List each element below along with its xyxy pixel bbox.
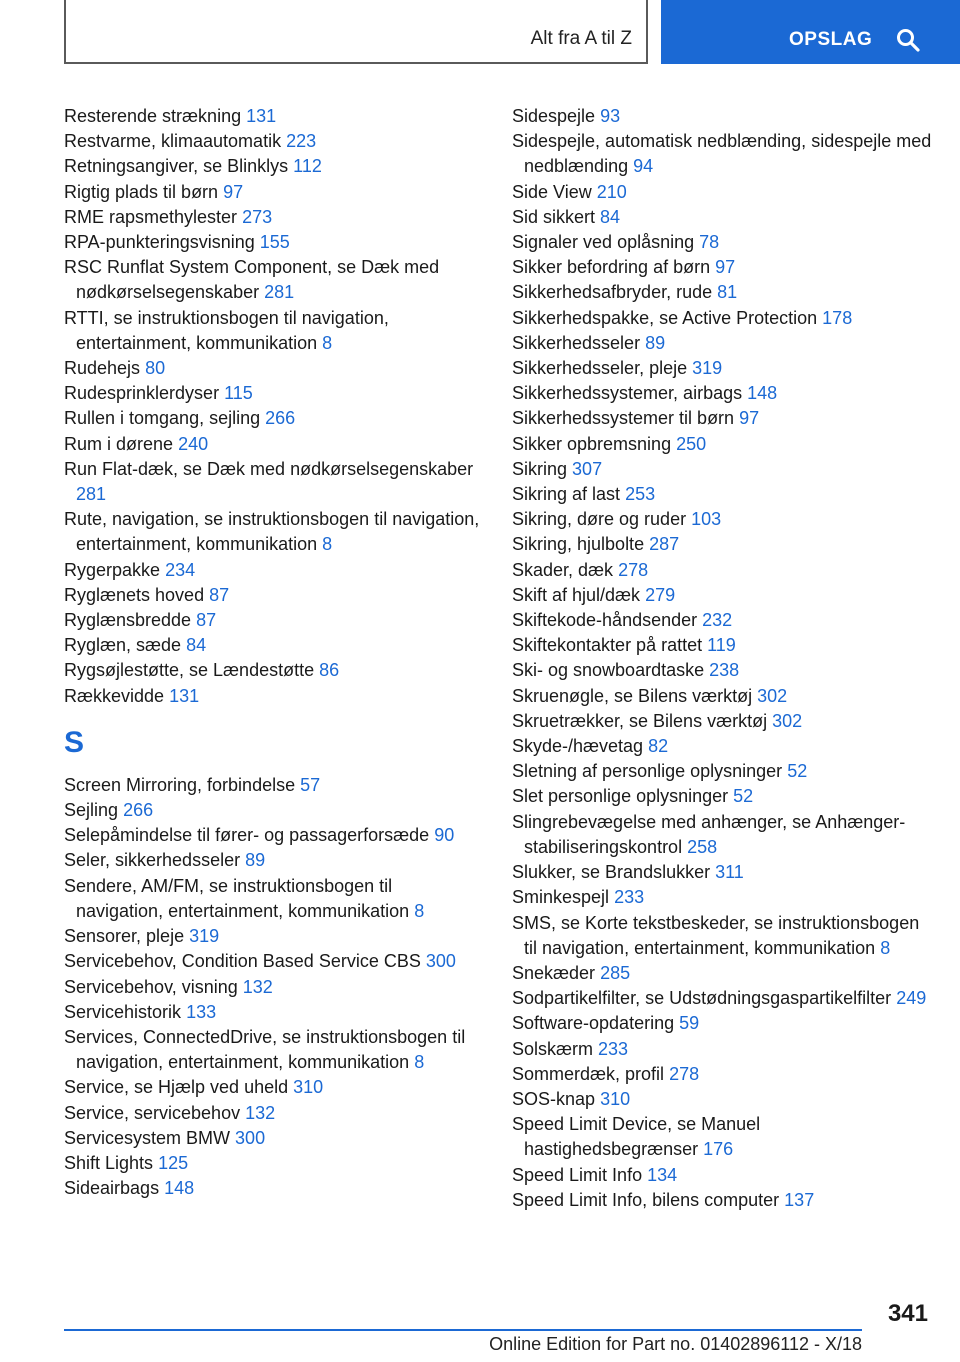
index-page-link[interactable]: 233 bbox=[598, 1038, 629, 1059]
index-page-link[interactable]: 52 bbox=[733, 786, 754, 807]
index-page-link[interactable]: 234 bbox=[165, 559, 196, 580]
index-entry bbox=[512, 986, 932, 1011]
index-page-link[interactable]: 78 bbox=[699, 232, 720, 253]
index-entry bbox=[512, 381, 932, 406]
index-entry bbox=[64, 1075, 484, 1100]
index-entry-text: Skruetrækker, se Bilens værktøj bbox=[512, 710, 768, 731]
index-page-link[interactable]: 112 bbox=[293, 156, 322, 177]
index-entry bbox=[64, 104, 484, 129]
index-entry bbox=[64, 558, 484, 583]
index-entry bbox=[64, 1025, 484, 1075]
index-entry bbox=[512, 1011, 932, 1036]
index-entry bbox=[512, 205, 932, 230]
index-entry-text: Sensorer, pleje bbox=[64, 926, 185, 947]
index-entry bbox=[512, 860, 932, 885]
index-entry bbox=[512, 709, 932, 734]
index-page-link[interactable]: 133 bbox=[186, 1001, 217, 1022]
index-entry bbox=[64, 949, 484, 974]
index-entry bbox=[512, 482, 932, 507]
index-page-link[interactable]: 258 bbox=[687, 836, 718, 857]
index-entry-text: Sikker befordring af børn bbox=[512, 257, 711, 278]
index-entry-text: RTTI, se instruktionsbogen til navigation, entertainment, kommunikation bbox=[64, 307, 389, 353]
index-entry bbox=[64, 684, 484, 709]
index-entry-text: Sid sikkert bbox=[512, 206, 596, 227]
index-entry bbox=[512, 129, 932, 179]
index-entry bbox=[64, 633, 484, 658]
index-page-link[interactable]: 81 bbox=[717, 282, 738, 303]
index-page-link[interactable]: 273 bbox=[242, 206, 273, 227]
section-letter: S bbox=[64, 725, 85, 759]
index-page-link[interactable]: 266 bbox=[123, 800, 154, 821]
index-page-link[interactable]: 94 bbox=[633, 156, 654, 177]
index-page-link[interactable]: 82 bbox=[648, 736, 669, 757]
index-entry bbox=[512, 457, 932, 482]
index-entry bbox=[512, 759, 932, 784]
index-entry-text: Ryglæn, sæde bbox=[64, 635, 182, 656]
index-page-link[interactable]: 223 bbox=[286, 131, 317, 152]
index-entry bbox=[512, 230, 932, 255]
index-entry-text: Side View bbox=[512, 181, 592, 202]
index-page-link[interactable]: 240 bbox=[178, 433, 209, 454]
index-entry-text: Skiftekontakter på rattet bbox=[512, 635, 703, 656]
index-entry-text: Seler, sikkerhedsseler bbox=[64, 850, 241, 871]
index-page-link[interactable]: 279 bbox=[645, 584, 676, 605]
index-entry bbox=[64, 356, 484, 381]
index-entry-text: SMS, se Korte tekstbeskeder, se instruktionsbogen til navigation, entertainment, kommunikation bbox=[512, 912, 920, 958]
index-page-link[interactable]: 232 bbox=[702, 610, 733, 631]
index-entry-text: Restvarme, klimaautomatik bbox=[64, 131, 282, 152]
index-entry bbox=[64, 1176, 484, 1201]
index-entry bbox=[512, 1188, 932, 1213]
index-entry-text: Rudehejs bbox=[64, 358, 141, 379]
index-entry bbox=[512, 784, 932, 809]
index-page-link[interactable]: 250 bbox=[676, 433, 707, 454]
index-entry-text: Services, ConnectedDrive, se instruktionsbogen til navigation, entertainment, kommunikation bbox=[64, 1026, 466, 1073]
index-entry-text: Servicehistorik bbox=[64, 1001, 182, 1022]
index-page-link[interactable]: 115 bbox=[224, 383, 253, 404]
index-page-link[interactable]: 148 bbox=[747, 383, 778, 404]
index-page-link[interactable]: 319 bbox=[692, 358, 723, 379]
index-entry bbox=[512, 608, 932, 633]
index-page-link[interactable]: 178 bbox=[822, 307, 853, 328]
index-entry-text: Servicebehov, Condition Based Service CBS bbox=[64, 951, 421, 972]
index-entry-text: Skader, dæk bbox=[512, 559, 614, 580]
index-entry-text: Sikkerhedsseler, pleje bbox=[512, 358, 688, 379]
index-page-link[interactable]: 281 bbox=[76, 484, 107, 505]
index-page-link[interactable]: 84 bbox=[186, 635, 207, 656]
page-number: 341 bbox=[887, 1300, 928, 1327]
index-entry bbox=[512, 1037, 932, 1062]
index-entry bbox=[512, 885, 932, 910]
index-entry-text: Rudesprinklerdyser bbox=[64, 383, 220, 404]
index-entry bbox=[64, 608, 484, 633]
index-entry bbox=[64, 975, 484, 1000]
index-entry-text: Speed Limit Device, se Manuel hastighedsbegrænser bbox=[512, 1114, 761, 1160]
index-page-link[interactable]: 233 bbox=[614, 887, 645, 908]
index-entry bbox=[512, 1087, 932, 1112]
index-page-link[interactable]: 134 bbox=[647, 1164, 678, 1185]
index-entry-text: Sikkerhedsseler bbox=[512, 332, 641, 353]
index-entry bbox=[64, 798, 484, 823]
index-page-link[interactable]: 300 bbox=[235, 1127, 266, 1148]
index-entry bbox=[512, 1112, 932, 1162]
index-entry bbox=[512, 532, 932, 557]
index-entry-text: Service, servicebehov bbox=[64, 1102, 241, 1123]
index-entry bbox=[64, 924, 484, 949]
index-entry-text: Run Flat-dæk, se Dæk med nødkørselsegenskaber bbox=[64, 458, 474, 479]
index-entry-text: Sletning af personlige oplysninger bbox=[512, 761, 783, 782]
index-entry-text: Rygsøjlestøtte, se Lændestøtte bbox=[64, 660, 315, 681]
index-column-right bbox=[512, 104, 932, 1213]
index-entry-text: Sminkespejl bbox=[512, 887, 610, 908]
index-page-link[interactable]: 8 bbox=[322, 332, 333, 353]
index-entry bbox=[512, 432, 932, 457]
index-entry-text: Ryglænets hoved bbox=[64, 584, 205, 605]
index-page-link[interactable]: 238 bbox=[709, 660, 740, 681]
index-entry-text: Solskærm bbox=[512, 1038, 594, 1059]
index-entry bbox=[512, 406, 932, 431]
tab-a-to-z-label: Alt fra A til Z bbox=[530, 28, 632, 49]
index-page-link[interactable]: 311 bbox=[715, 862, 744, 883]
index-entry-text: Skyde-/hævetag bbox=[512, 736, 644, 757]
index-entry bbox=[512, 961, 932, 986]
index-entry-text: Resterende strækning bbox=[64, 106, 242, 126]
index-page-link[interactable]: 97 bbox=[715, 257, 736, 278]
index-page-link[interactable]: 8 bbox=[880, 937, 891, 958]
index-entry-text: SOS-knap bbox=[512, 1088, 596, 1109]
index-column-left bbox=[64, 104, 484, 1201]
index-entry-text: Software-opdatering bbox=[512, 1013, 675, 1034]
index-page-link[interactable]: 80 bbox=[145, 358, 166, 379]
index-entry-text: Slingrebevægelse med anhænger, se Anhænger-stabiliseringskontrol bbox=[512, 811, 906, 857]
index-entry bbox=[512, 356, 932, 381]
index-entry bbox=[64, 823, 484, 848]
index-entry bbox=[512, 180, 932, 205]
index-entry-text: Sidespejle bbox=[512, 106, 596, 126]
index-page-link[interactable]: 319 bbox=[189, 926, 220, 947]
index-page-link[interactable]: 8 bbox=[414, 900, 425, 921]
index-entry bbox=[512, 1163, 932, 1188]
index-entry-text: RPA-punkteringsvisning bbox=[64, 232, 255, 253]
index-entry-text: Rute, navigation, se instruktionsbogen til navigation, entertainment, kommunikation bbox=[64, 509, 480, 555]
index-page-link[interactable]: 119 bbox=[707, 635, 736, 656]
index-entry-text: Snekæder bbox=[512, 962, 596, 983]
index-page-link[interactable]: 125 bbox=[158, 1152, 189, 1173]
index-page-link[interactable]: 90 bbox=[434, 825, 455, 846]
index-entry-text: Servicebehov, visning bbox=[64, 976, 238, 997]
index-entry bbox=[512, 104, 932, 129]
index-entry-text: Ski- og snowboardtaske bbox=[512, 660, 705, 681]
index-entry-text: Ryglænsbredde bbox=[64, 610, 192, 631]
index-entry-text: Sikring af last bbox=[512, 484, 621, 505]
tab-a-to-z[interactable] bbox=[64, 0, 648, 64]
index-page-link[interactable]: 278 bbox=[669, 1063, 700, 1084]
index-page-link[interactable]: 310 bbox=[600, 1088, 631, 1109]
index-entry-text: RSC Runflat System Component, se Dæk med nødkørselsegenskaber bbox=[64, 257, 440, 303]
index-entry bbox=[64, 457, 484, 507]
index-page-link[interactable]: 52 bbox=[787, 761, 808, 782]
index-entry bbox=[64, 230, 484, 255]
footer-divider bbox=[64, 1329, 862, 1331]
index-entry-text: Speed Limit Info bbox=[512, 1164, 643, 1185]
index-entry-text: Sidespejle, automatisk nedblænding, sidespejle med nedblænding bbox=[512, 131, 932, 177]
index-entry-text: Skiftekode-håndsender bbox=[512, 610, 698, 631]
index-page-link[interactable]: 285 bbox=[600, 962, 631, 983]
index-entry-text: Rækkevidde bbox=[64, 685, 165, 706]
index-entry-text: Sikkerhedspakke, se Active Protection bbox=[512, 307, 818, 328]
index-entry-text: Rum i dørene bbox=[64, 433, 174, 454]
index-list-s bbox=[64, 773, 484, 1201]
index-page-link[interactable]: 302 bbox=[757, 685, 788, 706]
index-entry bbox=[64, 874, 484, 924]
index-page-link[interactable]: 97 bbox=[223, 181, 244, 202]
index-page-link[interactable]: 57 bbox=[300, 774, 321, 795]
index-entry-text: Sejling bbox=[64, 800, 119, 821]
index-entry bbox=[512, 558, 932, 583]
index-entry-text: Sikkerhedssystemer til børn bbox=[512, 408, 735, 429]
index-page-link[interactable]: 59 bbox=[679, 1013, 700, 1034]
index-entry bbox=[64, 432, 484, 457]
index-page-link[interactable]: 131 bbox=[246, 106, 277, 126]
index-entry-text: Skruenøgle, se Bilens værktøj bbox=[512, 685, 753, 706]
index-entry-text: Slukker, se Brandslukker bbox=[512, 862, 711, 883]
index-entry-text: Speed Limit Info, bilens computer bbox=[512, 1189, 780, 1210]
index-page-link[interactable]: 86 bbox=[319, 660, 340, 681]
index-entry-text: Slet personlige oplysninger bbox=[512, 786, 729, 807]
index-page-link[interactable]: 281 bbox=[264, 282, 295, 303]
index-entry bbox=[64, 507, 484, 557]
index-page-link[interactable]: 89 bbox=[645, 332, 666, 353]
index-page-link[interactable]: 155 bbox=[259, 232, 290, 253]
index-page-link[interactable]: 307 bbox=[572, 458, 603, 479]
index-page-link[interactable]: 137 bbox=[784, 1189, 815, 1210]
index-entry-text: Servicesystem BMW bbox=[64, 1127, 231, 1148]
index-entry bbox=[64, 255, 484, 305]
index-entry-text: Screen Mirroring, forbindelse bbox=[64, 774, 296, 795]
index-page-link[interactable]: 278 bbox=[618, 559, 649, 580]
index-entry-text: Sommerdæk, profil bbox=[512, 1063, 665, 1084]
index-page-link[interactable]: 287 bbox=[649, 534, 680, 555]
index-entry bbox=[64, 180, 484, 205]
index-page-link[interactable]: 266 bbox=[265, 408, 296, 429]
index-entry-text: Sendere, AM/FM, se instruktionsbogen til navigation, entertainment, kommunikation bbox=[64, 875, 410, 921]
index-entry bbox=[512, 280, 932, 305]
index-entry bbox=[64, 205, 484, 230]
index-entry-text: Skift af hjul/dæk bbox=[512, 584, 641, 605]
index-entry-text: Signaler ved oplåsning bbox=[512, 232, 695, 253]
index-entry-text: Shift Lights bbox=[64, 1152, 154, 1173]
index-entry bbox=[64, 306, 484, 356]
index-page-link[interactable]: 253 bbox=[625, 484, 656, 505]
index-page-link[interactable]: 310 bbox=[293, 1077, 324, 1098]
magnifier-icon[interactable] bbox=[896, 28, 920, 52]
index-list-r bbox=[64, 104, 484, 709]
index-entry-text: Service, se Hjælp ved uheld bbox=[64, 1077, 289, 1098]
index-page-link[interactable]: 8 bbox=[322, 534, 333, 555]
index-entry-text: Sikring bbox=[512, 458, 568, 479]
index-page-link[interactable]: 87 bbox=[209, 584, 230, 605]
index-page-link[interactable]: 132 bbox=[242, 976, 273, 997]
index-page-link[interactable]: 97 bbox=[739, 408, 760, 429]
index-entry-text: Rigtig plads til børn bbox=[64, 181, 219, 202]
index-entry bbox=[512, 734, 932, 759]
index-entry bbox=[512, 658, 932, 683]
index-entry-text: Sikkerhedsafbryder, rude bbox=[512, 282, 713, 303]
index-entry-text: Sikkerhedssystemer, airbags bbox=[512, 383, 743, 404]
index-entry bbox=[64, 381, 484, 406]
tab-search-label: OPSLAG bbox=[789, 29, 873, 50]
index-list-s-continued bbox=[512, 104, 932, 1213]
index-page-link[interactable]: 210 bbox=[596, 181, 627, 202]
index-entry-text: RME rapsmethylester bbox=[64, 206, 238, 227]
index-entry bbox=[64, 1101, 484, 1126]
index-entry-text: Retningsangiver, se Blinklys bbox=[64, 156, 289, 177]
index-entry bbox=[64, 1000, 484, 1025]
index-entry bbox=[64, 583, 484, 608]
index-page-link[interactable]: 302 bbox=[772, 710, 803, 731]
index-entry bbox=[64, 658, 484, 683]
index-page-link[interactable]: 249 bbox=[896, 988, 927, 1009]
index-page-link[interactable]: 176 bbox=[703, 1139, 734, 1160]
index-entry bbox=[64, 848, 484, 873]
index-entry bbox=[512, 583, 932, 608]
index-page-link[interactable]: 300 bbox=[425, 951, 456, 972]
index-entry-text: Rullen i tomgang, sejling bbox=[64, 408, 261, 429]
index-page-link[interactable]: 84 bbox=[600, 206, 621, 227]
index-entry bbox=[64, 773, 484, 798]
index-entry bbox=[512, 331, 932, 356]
index-entry-text: Rygerpakke bbox=[64, 559, 161, 580]
index-page-link[interactable]: 131 bbox=[169, 685, 200, 706]
index-page-link[interactable]: 103 bbox=[691, 509, 722, 530]
index-page-link[interactable]: 93 bbox=[600, 106, 621, 126]
index-entry bbox=[64, 406, 484, 431]
index-entry bbox=[512, 1062, 932, 1087]
index-entry bbox=[512, 633, 932, 658]
index-entry bbox=[64, 154, 484, 179]
index-page-link[interactable]: 132 bbox=[245, 1102, 276, 1123]
index-entry-text: Sikring, døre og ruder bbox=[512, 509, 687, 530]
index-entry-text: Sodpartikelfilter, se Udstødningsgaspartikelfilter bbox=[512, 988, 892, 1009]
index-page-link[interactable]: 8 bbox=[414, 1052, 425, 1073]
index-entry bbox=[512, 911, 932, 961]
index-entry bbox=[512, 810, 932, 860]
index-entry-text: Sikker opbremsning bbox=[512, 433, 672, 454]
index-entry bbox=[64, 129, 484, 154]
index-entry-text: Selepåmindelse til fører- og passagerforsæde bbox=[64, 825, 430, 846]
index-entry bbox=[512, 684, 932, 709]
index-entry-text: Sideairbags bbox=[64, 1178, 160, 1199]
index-entry bbox=[64, 1151, 484, 1176]
index-entry bbox=[512, 507, 932, 532]
footer-edition-text: Online Edition for Part no. 01402896112 - X/18 bbox=[489, 1334, 862, 1354]
index-entry bbox=[512, 255, 932, 280]
index-entry bbox=[64, 1126, 484, 1151]
index-entry-text: Sikring, hjulbolte bbox=[512, 534, 645, 555]
index-page-link[interactable]: 89 bbox=[245, 850, 266, 871]
index-page-link[interactable]: 87 bbox=[196, 610, 217, 631]
index-page-link[interactable]: 148 bbox=[164, 1178, 195, 1199]
index-entry bbox=[512, 306, 932, 331]
